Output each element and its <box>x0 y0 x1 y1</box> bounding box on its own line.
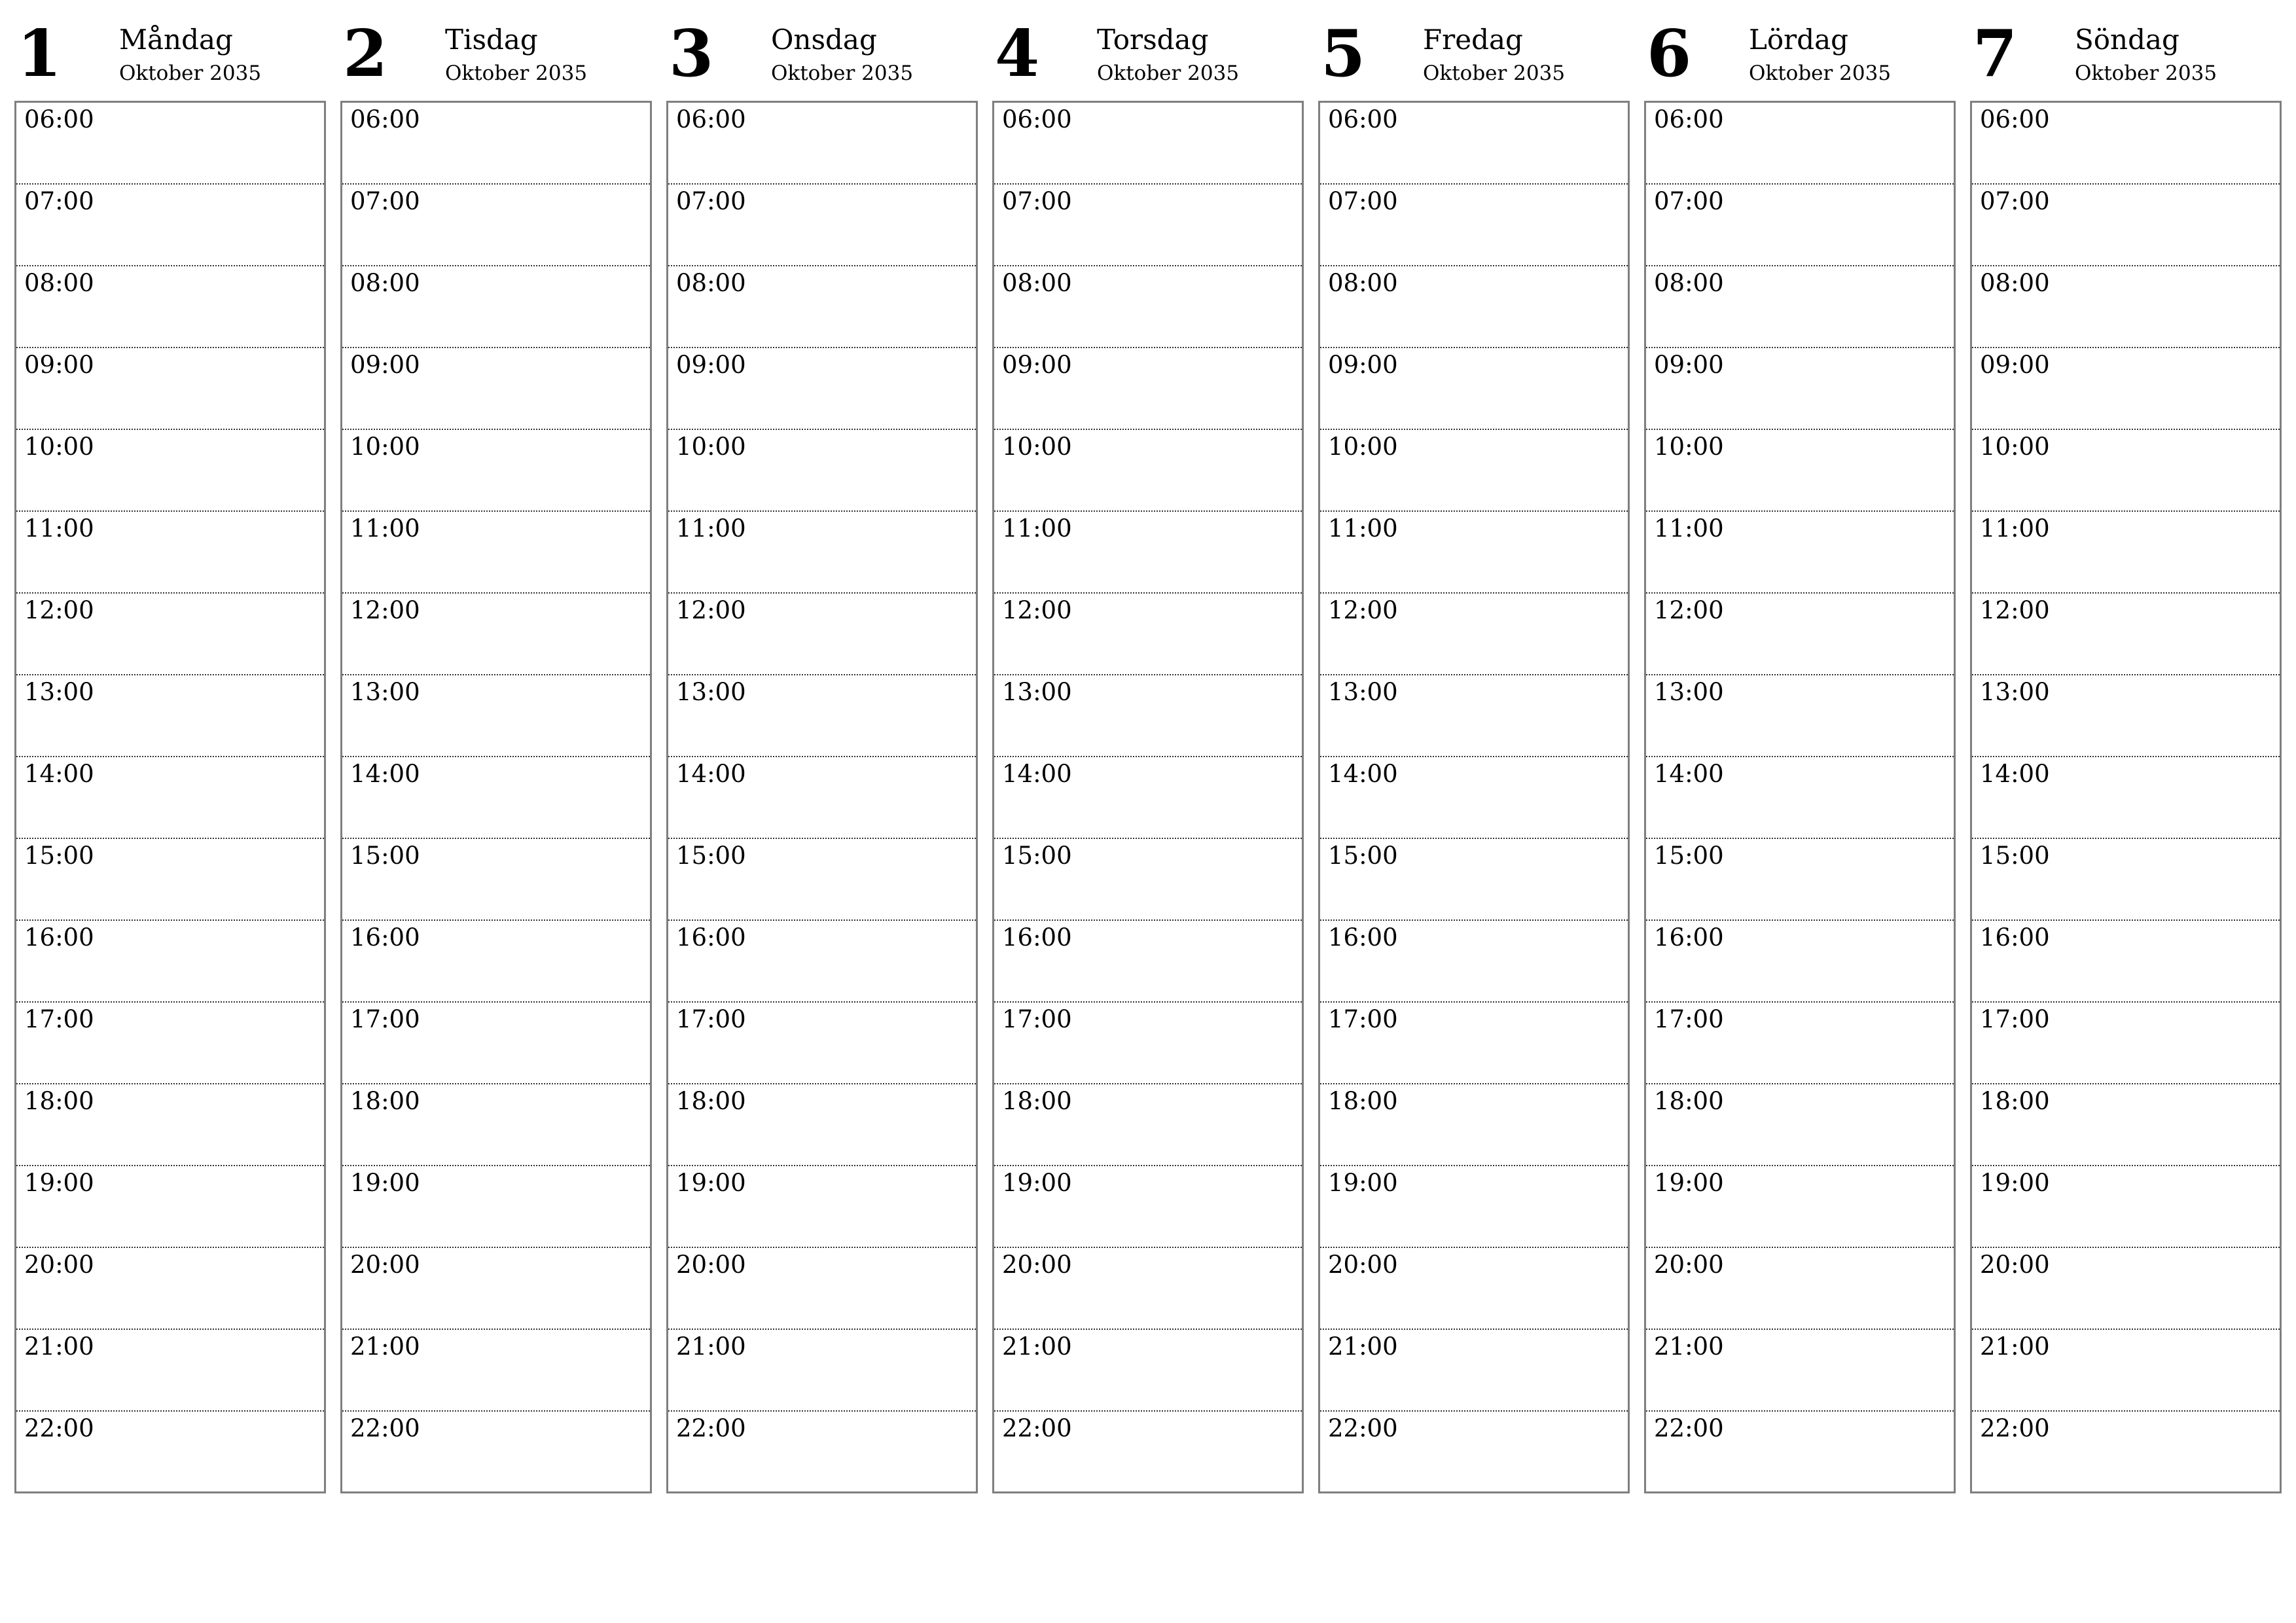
time-slot[interactable]: 18:00 <box>1646 1084 1954 1166</box>
time-slot[interactable]: 10:00 <box>16 430 324 512</box>
time-slots <box>14 101 326 1493</box>
time-slot[interactable]: 11:00 <box>668 512 976 594</box>
time-slot[interactable]: 18:00 <box>1320 1084 1628 1166</box>
time-slot[interactable]: 17:00 <box>668 1003 976 1084</box>
day-header <box>340 16 652 101</box>
time-slot[interactable]: 15:00 <box>1972 839 2280 921</box>
day-header <box>1644 16 1956 101</box>
day-number: 5 <box>1321 16 1366 92</box>
time-slot[interactable]: 12:00 <box>16 594 324 675</box>
time-slot[interactable]: 14:00 <box>1646 757 1954 839</box>
day-header <box>666 16 978 101</box>
time-slot[interactable]: 19:00 <box>16 1166 324 1248</box>
time-slot[interactable]: 15:00 <box>1646 839 1954 921</box>
day-column <box>1970 16 2282 1499</box>
time-slot[interactable]: 11:00 <box>1646 512 1954 594</box>
day-column <box>340 16 652 1499</box>
weekly-planner <box>14 16 2283 1499</box>
time-slot[interactable]: 10:00 <box>342 430 650 512</box>
day-name: Fredag <box>1423 24 1523 56</box>
time-slot[interactable]: 08:00 <box>16 266 324 348</box>
time-slot[interactable]: 22:00 <box>350 1414 420 1442</box>
day-name: Lördag <box>1749 24 1849 56</box>
time-slot[interactable]: 14:00 <box>994 757 1302 839</box>
day-header <box>1970 16 2282 101</box>
time-slot[interactable]: 08:00 <box>342 266 650 348</box>
time-slot[interactable]: 16:00 <box>342 921 650 1003</box>
time-slot[interactable]: 09:00 <box>1646 348 1954 430</box>
time-slot[interactable]: 13:00 <box>16 675 324 757</box>
time-slot[interactable]: 20:00 <box>1972 1248 2280 1330</box>
time-slot[interactable]: 09:00 <box>16 348 324 430</box>
time-slot[interactable]: 13:00 <box>342 675 650 757</box>
time-slot[interactable]: 11:00 <box>994 512 1302 594</box>
time-slot[interactable]: 16:00 <box>1646 921 1954 1003</box>
time-slots <box>1644 101 1956 1493</box>
day-column <box>666 16 978 1499</box>
time-slot[interactable]: 21:00 <box>1972 1330 2280 1412</box>
day-number: 6 <box>1647 16 1692 92</box>
time-slot[interactable]: 06:00 <box>1972 103 2280 185</box>
time-slot[interactable]: 21:00 <box>1646 1330 1954 1412</box>
time-slot[interactable]: 15:00 <box>994 839 1302 921</box>
time-slot[interactable]: 14:00 <box>16 757 324 839</box>
time-slot[interactable]: 11:00 <box>16 512 324 594</box>
day-month: Oktober 2035 <box>2075 62 2217 85</box>
time-slots <box>666 101 978 1493</box>
time-slot[interactable]: 14:00 <box>342 757 650 839</box>
time-slot[interactable]: 08:00 <box>994 266 1302 348</box>
time-slot[interactable]: 08:00 <box>1646 266 1954 348</box>
time-slot[interactable]: 17:00 <box>1972 1003 2280 1084</box>
day-header <box>14 16 326 101</box>
time-slot[interactable]: 14:00 <box>1972 757 2280 839</box>
time-slot[interactable]: 06:00 <box>1320 103 1628 185</box>
time-slot[interactable]: 09:00 <box>994 348 1302 430</box>
time-slots <box>340 101 652 1493</box>
time-slot[interactable]: 18:00 <box>16 1084 324 1166</box>
time-slot[interactable]: 09:00 <box>342 348 650 430</box>
day-column <box>992 16 1304 1499</box>
day-month: Oktober 2035 <box>119 62 262 85</box>
time-slot[interactable]: 07:00 <box>1320 185 1628 266</box>
day-number: 3 <box>669 16 714 92</box>
time-slot[interactable]: 22:00 <box>24 1414 94 1442</box>
time-slot[interactable]: 22:00 <box>1980 1414 2050 1442</box>
day-month: Oktober 2035 <box>445 62 588 85</box>
time-slot[interactable]: 07:00 <box>994 185 1302 266</box>
day-month: Oktober 2035 <box>1749 62 1892 85</box>
day-column <box>1318 16 1630 1499</box>
time-slot[interactable]: 07:00 <box>16 185 324 266</box>
time-slot[interactable]: 10:00 <box>1972 430 2280 512</box>
time-slot[interactable]: 07:00 <box>342 185 650 266</box>
time-slot[interactable]: 09:00 <box>1320 348 1628 430</box>
time-slot[interactable]: 20:00 <box>1320 1248 1628 1330</box>
time-slot[interactable]: 07:00 <box>1972 185 2280 266</box>
time-slots <box>1318 101 1630 1493</box>
time-slot[interactable]: 13:00 <box>1646 675 1954 757</box>
time-slot[interactable]: 06:00 <box>16 103 324 185</box>
time-slot[interactable]: 19:00 <box>668 1166 976 1248</box>
time-slot[interactable]: 16:00 <box>16 921 324 1003</box>
time-slot[interactable]: 17:00 <box>1646 1003 1954 1084</box>
day-header <box>1318 16 1630 101</box>
day-name: Söndag <box>2075 24 2179 56</box>
time-slot[interactable]: 13:00 <box>994 675 1302 757</box>
time-slot[interactable]: 20:00 <box>16 1248 324 1330</box>
time-slot[interactable]: 21:00 <box>16 1330 324 1412</box>
time-slot[interactable]: 20:00 <box>342 1248 650 1330</box>
time-slot[interactable]: 18:00 <box>342 1084 650 1166</box>
time-slot[interactable]: 21:00 <box>342 1330 650 1412</box>
time-slot[interactable]: 17:00 <box>1320 1003 1628 1084</box>
day-month: Oktober 2035 <box>1423 62 1566 85</box>
time-slot[interactable]: 12:00 <box>1320 594 1628 675</box>
time-slot[interactable]: 18:00 <box>994 1084 1302 1166</box>
time-slot[interactable]: 09:00 <box>1972 348 2280 430</box>
time-slot[interactable]: 20:00 <box>1646 1248 1954 1330</box>
time-slot[interactable]: 07:00 <box>1646 185 1954 266</box>
time-slot[interactable]: 06:00 <box>342 103 650 185</box>
time-slot[interactable]: 06:00 <box>1646 103 1954 185</box>
time-slot[interactable]: 12:00 <box>342 594 650 675</box>
time-slot[interactable]: 12:00 <box>1972 594 2280 675</box>
time-slot[interactable]: 12:00 <box>1646 594 1954 675</box>
time-slot[interactable]: 09:00 <box>668 348 976 430</box>
day-number: 7 <box>1973 16 2018 92</box>
time-slots <box>992 101 1304 1493</box>
time-slot[interactable]: 10:00 <box>668 430 976 512</box>
time-slot[interactable]: 15:00 <box>668 839 976 921</box>
time-slot[interactable]: 17:00 <box>994 1003 1302 1084</box>
day-name: Tisdag <box>445 24 538 56</box>
day-column <box>14 16 326 1499</box>
time-slot[interactable]: 15:00 <box>342 839 650 921</box>
time-slot[interactable]: 10:00 <box>1320 430 1628 512</box>
time-slot[interactable]: 13:00 <box>668 675 976 757</box>
time-slot[interactable]: 19:00 <box>342 1166 650 1248</box>
time-slot[interactable]: 11:00 <box>1320 512 1628 594</box>
time-slot[interactable]: 14:00 <box>668 757 976 839</box>
time-slot[interactable]: 12:00 <box>994 594 1302 675</box>
day-name: Onsdag <box>771 24 877 56</box>
time-slot[interactable]: 15:00 <box>1320 839 1628 921</box>
time-slot[interactable]: 16:00 <box>994 921 1302 1003</box>
time-slot[interactable]: 06:00 <box>668 103 976 185</box>
time-slot[interactable]: 08:00 <box>1972 266 2280 348</box>
time-slot[interactable]: 12:00 <box>668 594 976 675</box>
time-slot[interactable]: 22:00 <box>1654 1414 1724 1442</box>
time-slot[interactable]: 13:00 <box>1320 675 1628 757</box>
time-slot[interactable]: 16:00 <box>1972 921 2280 1003</box>
time-slot[interactable]: 17:00 <box>16 1003 324 1084</box>
time-slot[interactable]: 08:00 <box>1320 266 1628 348</box>
day-number: 1 <box>17 16 62 92</box>
time-slot[interactable]: 11:00 <box>1972 512 2280 594</box>
time-slot[interactable]: 20:00 <box>668 1248 976 1330</box>
day-number: 2 <box>343 16 388 92</box>
time-slot[interactable]: 13:00 <box>1972 675 2280 757</box>
time-slot[interactable]: 10:00 <box>994 430 1302 512</box>
time-slot[interactable]: 19:00 <box>1646 1166 1954 1248</box>
day-header <box>992 16 1304 101</box>
time-slot[interactable]: 16:00 <box>668 921 976 1003</box>
time-slot[interactable]: 21:00 <box>994 1330 1302 1412</box>
time-slot[interactable]: 22:00 <box>1328 1414 1398 1442</box>
time-slot[interactable]: 17:00 <box>342 1003 650 1084</box>
time-slot[interactable]: 20:00 <box>994 1248 1302 1330</box>
time-slot[interactable]: 19:00 <box>1972 1166 2280 1248</box>
time-slot[interactable]: 16:00 <box>1320 921 1628 1003</box>
day-column <box>1644 16 1956 1499</box>
time-slot[interactable]: 07:00 <box>668 185 976 266</box>
time-slot[interactable]: 22:00 <box>676 1414 746 1442</box>
time-slot[interactable]: 19:00 <box>1320 1166 1628 1248</box>
time-slot[interactable]: 10:00 <box>1646 430 1954 512</box>
time-slot[interactable]: 18:00 <box>1972 1084 2280 1166</box>
time-slot[interactable]: 21:00 <box>668 1330 976 1412</box>
time-slot[interactable]: 19:00 <box>994 1166 1302 1248</box>
day-number: 4 <box>995 16 1040 92</box>
time-slot[interactable]: 22:00 <box>1002 1414 1072 1442</box>
time-slot[interactable]: 18:00 <box>668 1084 976 1166</box>
day-month: Oktober 2035 <box>771 62 914 85</box>
time-slot[interactable]: 11:00 <box>342 512 650 594</box>
time-slot[interactable]: 15:00 <box>16 839 324 921</box>
day-month: Oktober 2035 <box>1097 62 1240 85</box>
day-name: Måndag <box>119 24 233 56</box>
time-slot[interactable]: 08:00 <box>668 266 976 348</box>
time-slot[interactable]: 14:00 <box>1320 757 1628 839</box>
day-name: Torsdag <box>1097 24 1209 56</box>
time-slot[interactable]: 06:00 <box>994 103 1302 185</box>
time-slot[interactable]: 21:00 <box>1320 1330 1628 1412</box>
time-slots <box>1970 101 2282 1493</box>
